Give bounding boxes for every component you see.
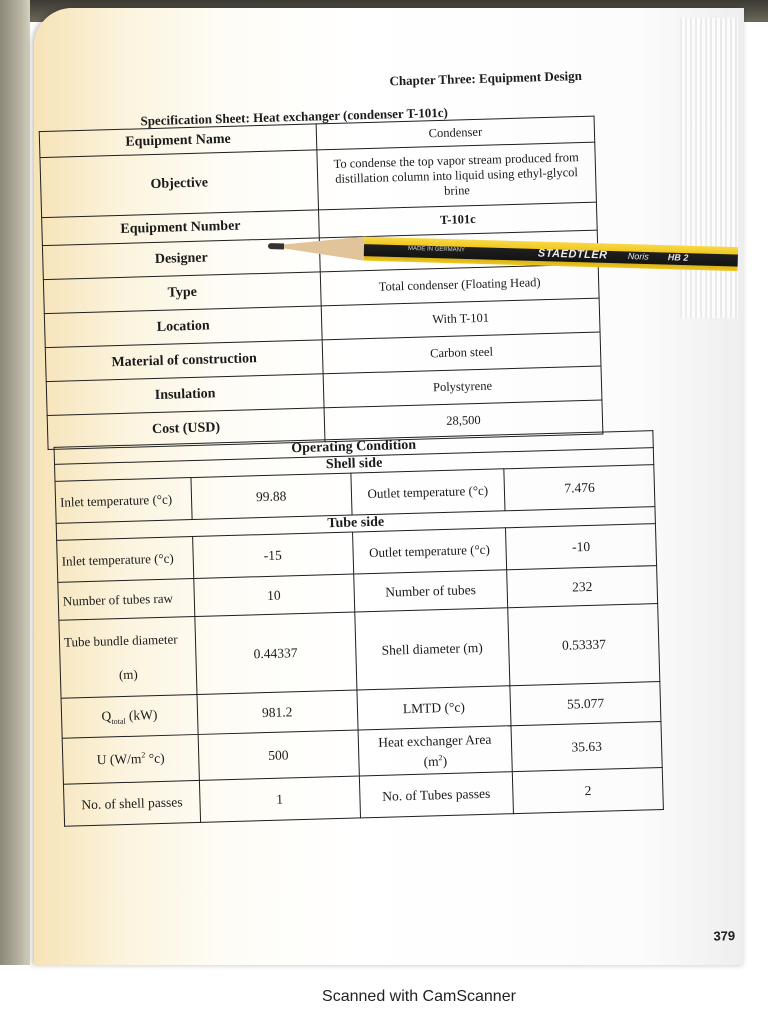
area-label [358, 726, 513, 776]
pencil-made-in: MADE IN GERMANY [407, 245, 466, 254]
page-number: 379 [713, 928, 736, 944]
area-value: 35.63 [511, 722, 662, 772]
q-total-value: 981.2 [197, 690, 358, 734]
q-total-symbol: Q [101, 708, 112, 724]
spec-value: To condense the top vapor stream produced from distillation column into liquid using ethyl-glycol brine [317, 142, 597, 210]
spec-label: Location [44, 306, 322, 348]
tube-passes-value: 2 [513, 768, 664, 814]
q-total-label [61, 694, 198, 738]
tubes-raw-label: Number of tubes raw [58, 579, 195, 621]
lmtd-value: 55.077 [510, 682, 661, 726]
tube-outlet-value: -10 [506, 524, 657, 570]
scanner-watermark: Scanned with CamScanner [322, 988, 516, 1005]
spec-value: Condenser [316, 116, 595, 150]
spec-table [39, 116, 604, 450]
bundle-diameter-label [59, 617, 197, 699]
u-label [62, 734, 199, 784]
tube-outlet-label: Outlet temperature (°c) [352, 528, 507, 574]
area-unit-sup: 2 [438, 752, 443, 762]
spec-label: Equipment Number [42, 210, 320, 246]
tube-passes-label: No. of Tubes passes [359, 772, 514, 818]
tube-inlet-value: -15 [192, 532, 353, 578]
spec-value: Total condenser (Floating Head) [320, 264, 599, 306]
spec-label: Designer [42, 238, 320, 280]
tubes-count-value: 232 [507, 566, 658, 608]
shell-diameter-value: 0.53337 [508, 604, 660, 686]
shell-outlet-label: Outlet temperature (°c) [350, 469, 505, 515]
q-total-unit: (kW) [128, 706, 158, 723]
shell-passes-value: 1 [199, 776, 360, 822]
shell-inlet-value: 99.88 [191, 473, 352, 519]
spec-label: Objective [40, 150, 319, 218]
u-label-sup: 2 [141, 750, 146, 760]
bundle-diameter-label-text: Tube bundle diameter [63, 630, 178, 650]
operating-condition-table [54, 430, 664, 827]
q-total-subscript: total [111, 716, 126, 726]
lmtd-label: LMTD (°c) [356, 686, 511, 730]
tubes-raw-value: 10 [194, 574, 355, 616]
tube-side-heading: Tube side [56, 507, 655, 541]
spec-label: Cost (USD) [47, 408, 325, 450]
spec-value: T-101c [319, 202, 598, 238]
spec-sheet-title: Specification Sheet: Heat exchanger (condenser T-101c) [140, 104, 449, 129]
pencil-model: Noris [627, 251, 650, 262]
spec-value: Carbon steel [322, 332, 601, 374]
area-label-unit [363, 747, 508, 772]
u-label-end: °c) [148, 750, 165, 767]
shell-inlet-label: Inlet temperature (°c) [55, 478, 192, 524]
shell-side-heading: Shell side [55, 448, 654, 482]
u-value: 500 [198, 730, 359, 780]
operating-condition-heading: Operating Condition [54, 431, 653, 465]
spec-label: Equipment Name [39, 124, 317, 158]
spec-label: Material of construction [45, 340, 323, 382]
spec-value: Polystyrene [323, 366, 602, 408]
spec-label: Type [43, 272, 321, 314]
tube-inlet-label: Inlet temperature (°c) [57, 537, 194, 583]
spec-value: With T-101 [321, 298, 600, 340]
spec-label: Insulation [46, 374, 324, 416]
tubes-count-label: Number of tubes [353, 570, 508, 612]
bundle-diameter-value: 0.44337 [195, 612, 357, 694]
pencil-brand: STAEDTLER [537, 247, 608, 262]
u-label-text: U (W/m [96, 751, 142, 768]
pencil-lead [268, 243, 284, 249]
area-unit-end: ) [442, 753, 448, 769]
shell-passes-label: No. of shell passes [63, 780, 200, 826]
chapter-header: Chapter Three: Equipment Design [389, 67, 583, 89]
area-label-text: Heat exchanger Area [377, 731, 492, 750]
shell-outlet-value: 7.476 [504, 465, 655, 511]
shell-diameter-label: Shell diameter (m) [354, 608, 510, 690]
area-unit-text: (m [423, 753, 439, 769]
spec-value: 28,500 [324, 400, 603, 442]
bundle-diameter-unit: (m) [118, 666, 138, 682]
pencil-grade: HB 2 [667, 252, 689, 263]
